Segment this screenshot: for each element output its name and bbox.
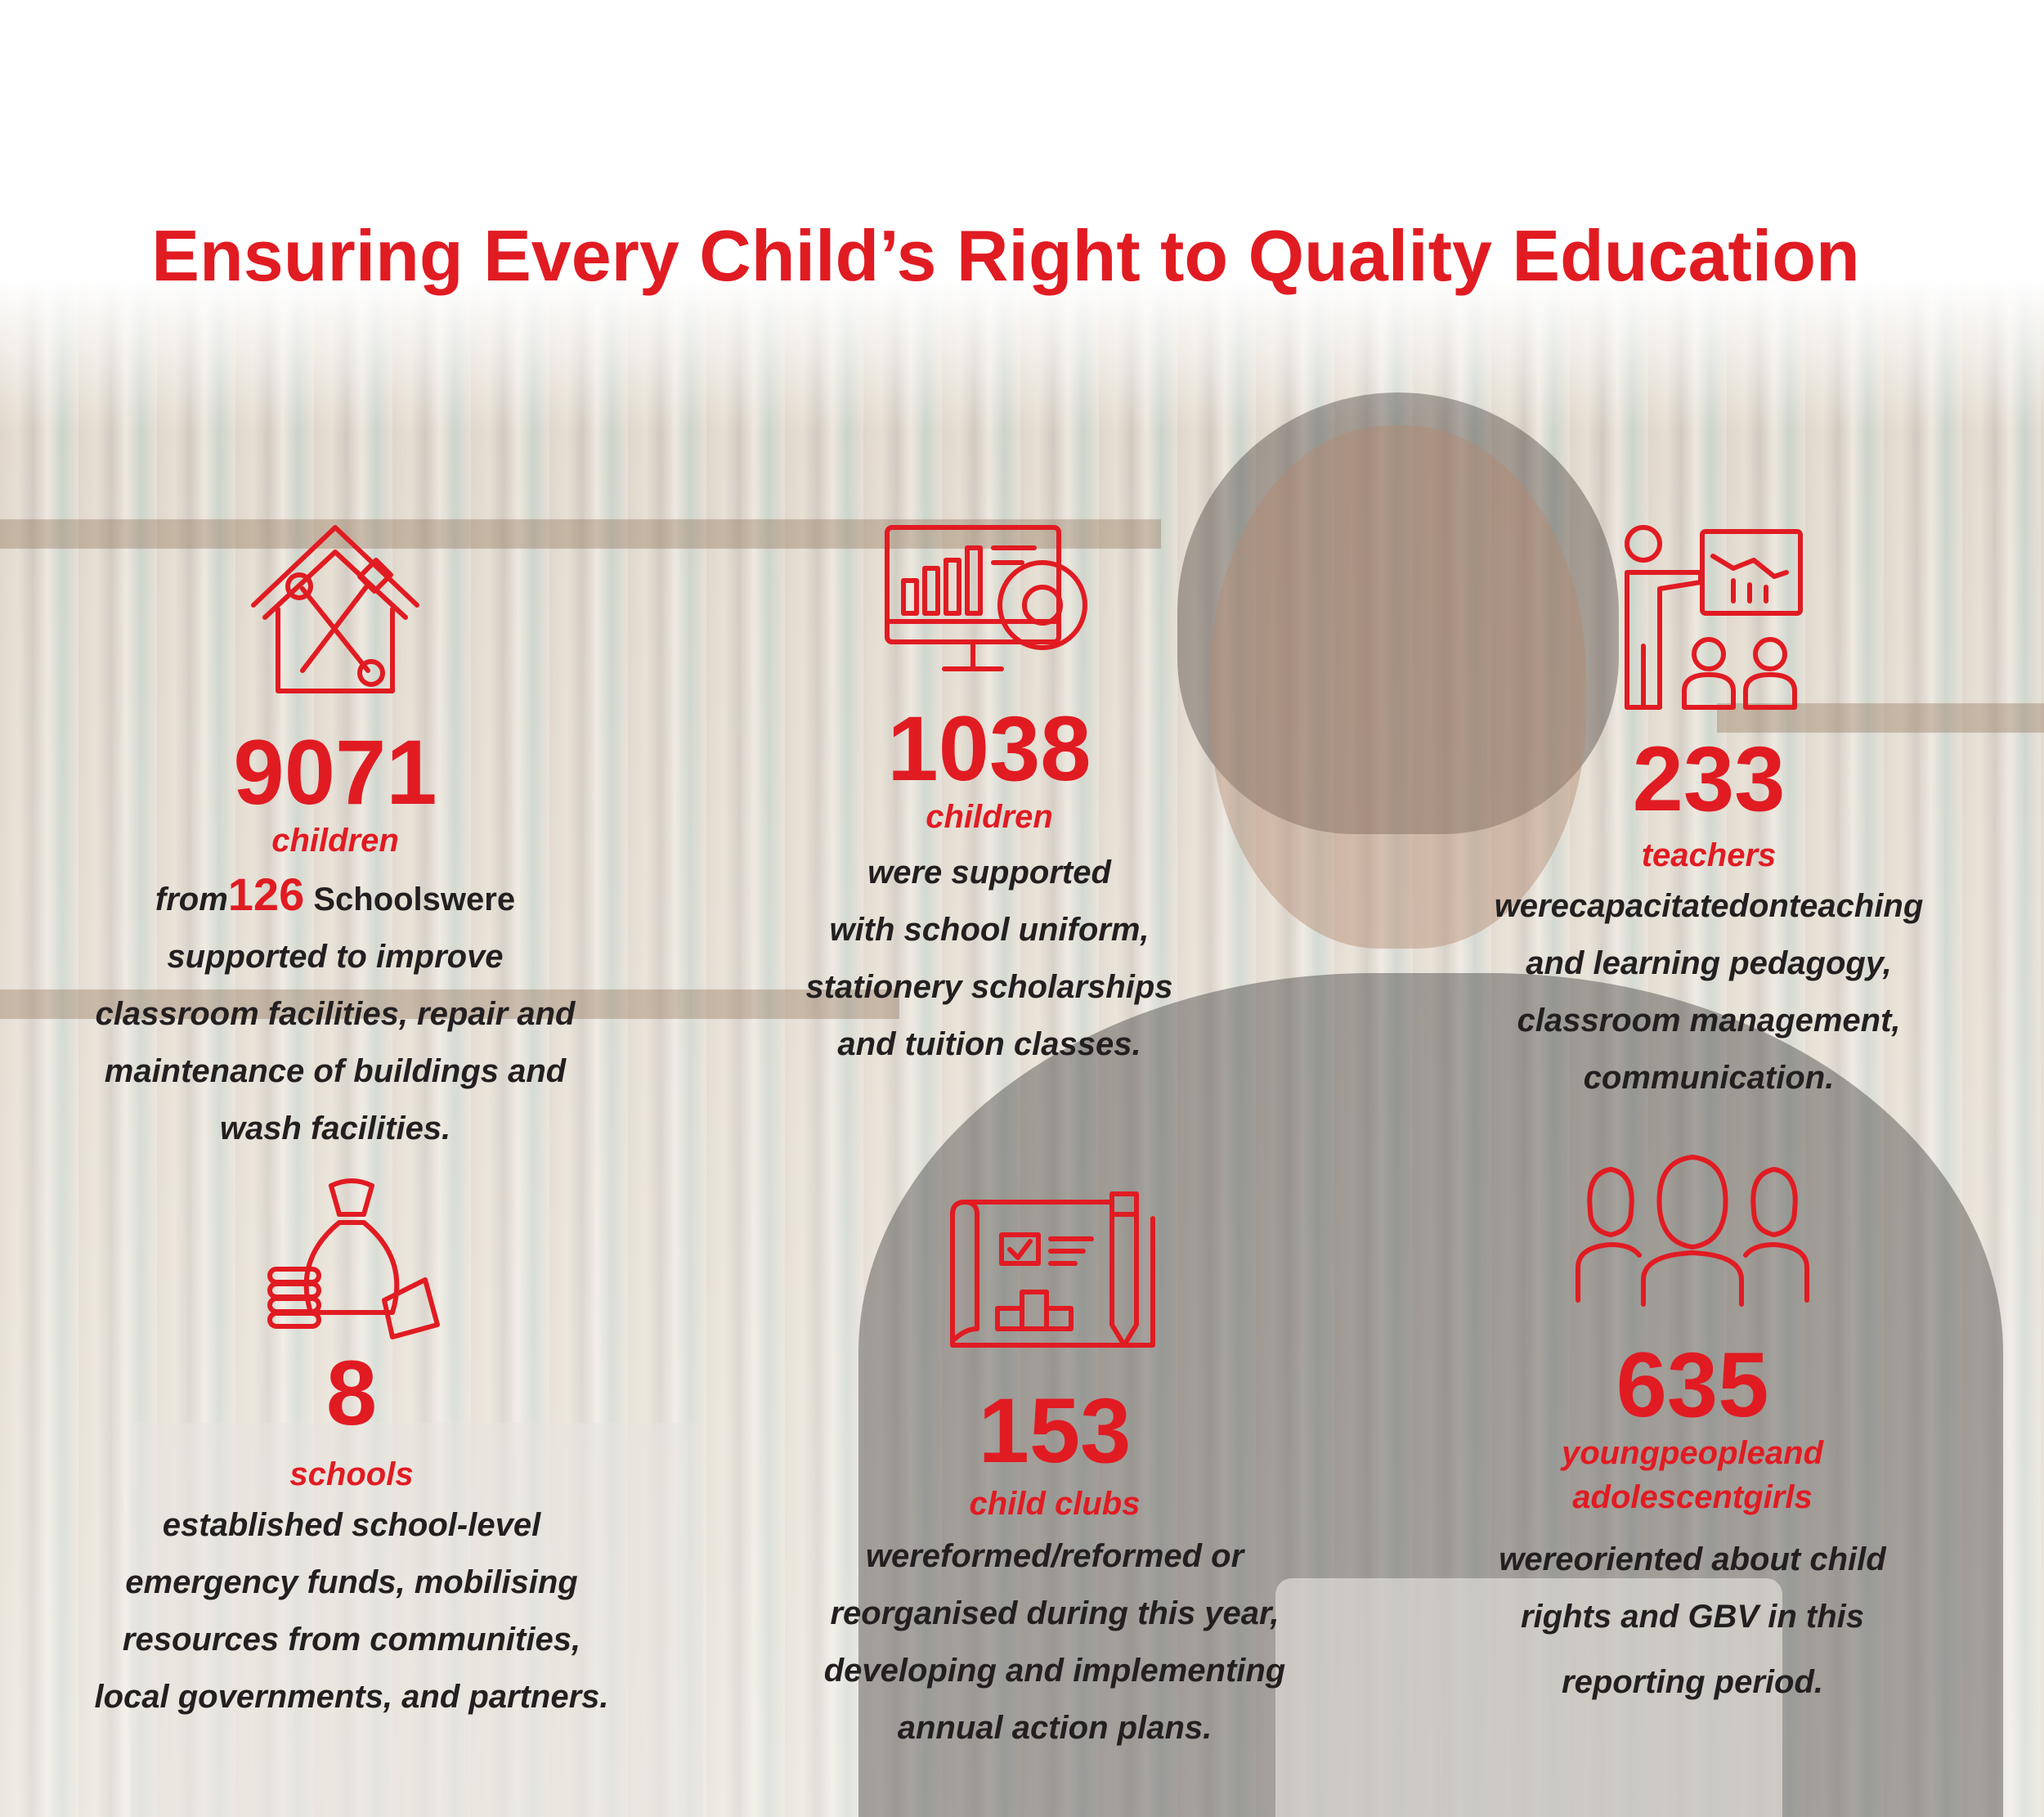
- desc-line: supported to improve: [167, 939, 504, 975]
- stat-unit: schools: [289, 1456, 414, 1492]
- stat-children-supported: [736, 523, 1243, 1073]
- stat-emergency-funds: [90, 1178, 613, 1725]
- blueprint-pencil-icon: [948, 1186, 1161, 1357]
- house-tools-icon: [237, 511, 433, 699]
- desc-line: local governments, and partners.: [94, 1679, 609, 1715]
- desc-line: reorganised during this year,: [830, 1595, 1280, 1631]
- desc-line: wash facilities.: [219, 1110, 451, 1146]
- stat-description: [74, 866, 597, 1157]
- desc-line: and tuition classes.: [837, 1026, 1141, 1062]
- desc-line: classroom facilities, repair and: [95, 996, 576, 1032]
- stat-number: 1038: [887, 698, 1091, 800]
- desc-line: wereoriented about child: [1499, 1541, 1886, 1577]
- desc-line: maintenance of buildings and: [104, 1053, 567, 1089]
- desc-line: were supported: [867, 855, 1111, 891]
- group-people-icon: [1574, 1153, 1811, 1308]
- stat-schools-improved: [74, 511, 597, 1157]
- desc-line: developing and implementing: [823, 1653, 1286, 1689]
- stat-description: [1455, 877, 1962, 1106]
- stat-child-clubs: [801, 1186, 1308, 1756]
- stat-unit: [1439, 1431, 1946, 1519]
- schools-count: 126: [227, 868, 305, 920]
- stat-unit: children: [271, 823, 399, 859]
- stat-teachers-capacitated: [1455, 523, 1962, 1106]
- stat-description: [1439, 1531, 1946, 1711]
- desc-line: emergency funds, mobilising: [125, 1564, 578, 1600]
- stat-number: 635: [1616, 1334, 1769, 1436]
- desc-suffix: Schoolswere: [304, 882, 516, 917]
- stat-number: 153: [978, 1380, 1132, 1482]
- stat-unit: child clubs: [969, 1486, 1141, 1522]
- monitor-gear-icon: [879, 523, 1100, 679]
- unit-line: adolescentgirls: [1572, 1479, 1813, 1515]
- desc-line: werecapacitatedonteaching: [1494, 888, 1924, 924]
- teacher-presentation-icon: [1611, 523, 1807, 716]
- desc-line: wereformed/reformed or: [865, 1538, 1244, 1574]
- desc-line: and learning pedagogy,: [1526, 945, 1892, 981]
- money-bag-hand-icon: [262, 1178, 442, 1341]
- stat-description: [90, 1496, 613, 1725]
- desc-line: stationery scholarships: [805, 969, 1173, 1005]
- desc-line: established school-level: [162, 1507, 541, 1543]
- stat-unit: children: [926, 799, 1053, 835]
- unit-line: youngpeopleand: [1562, 1435, 1823, 1471]
- desc-prefix: from: [155, 882, 228, 917]
- desc-line: rights and GBV in this: [1520, 1599, 1865, 1635]
- desc-line: classroom management,: [1517, 1003, 1901, 1039]
- desc-line: reporting period.: [1562, 1664, 1823, 1700]
- desc-line: annual action plans.: [897, 1710, 1213, 1746]
- stat-young-people-oriented: [1439, 1153, 1946, 1711]
- stat-number: 233: [1632, 728, 1786, 830]
- stat-number: 9071: [233, 721, 437, 823]
- stat-description: [801, 1528, 1308, 1756]
- desc-line: resources from communities,: [122, 1622, 581, 1658]
- stat-number: 8: [325, 1342, 378, 1444]
- stat-description: [736, 844, 1243, 1073]
- stat-unit: teachers: [1641, 837, 1777, 873]
- desc-line: communication.: [1583, 1060, 1835, 1096]
- page-title: Ensuring Every Child’s Right to Quality Education: [151, 215, 1860, 296]
- desc-line: with school uniform,: [829, 912, 1150, 948]
